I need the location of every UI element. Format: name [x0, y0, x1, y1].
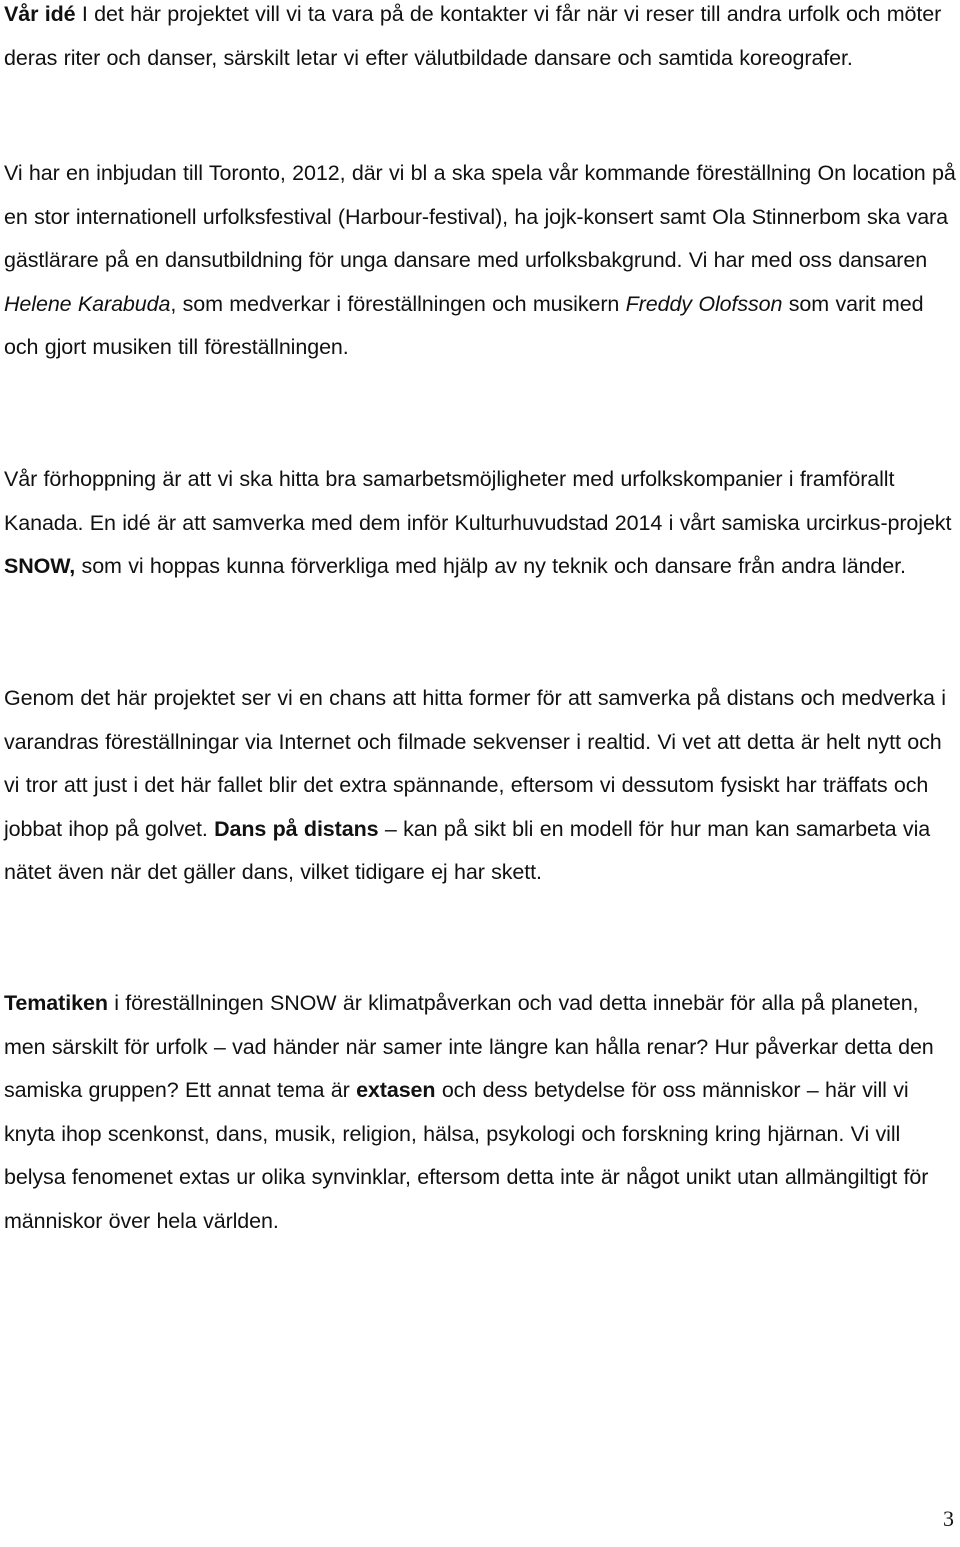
- paragraph-toronto: [4, 152, 956, 370]
- paragraph-text: Vi har en inbjudan till Toronto, 2012, där vi bl a ska spela vår kommande föreställning On location på en stor internationell urfolksfestival (Harbour-festival), ha jojk-konsert samt Ola Stinnerbom ska vara gästlärare på en dansutbildning för unga dansare med urfolksbakgrund. Vi har med oss dansaren: [4, 161, 956, 272]
- term-extasen: extasen: [356, 1078, 436, 1102]
- paragraph-distans: [4, 677, 956, 895]
- paragraph-text: – kan på sikt bli en modell för hur man kan samarbeta via nätet även när det gäller dans, vilket tidigare ej har skett.: [4, 816, 931, 884]
- paragraph-text: Genom det här projektet ser vi en chans att hitta former för att samverka på distans och medverka i varandras föreställningar via Internet och filmade sekvenser i realtid. Vi vet att detta är helt nytt och vi tror att just i det här fallet blir det extra spännande, eftersom vi dessutom fysiskt har träffats och jobbat ihop på golvet.: [4, 686, 946, 841]
- musician-name: Freddy Olofsson: [625, 291, 783, 316]
- heading-var-ide: Vår idé: [4, 2, 76, 26]
- paragraph-text: , som medverkar i föreställningen och musikern: [170, 291, 626, 316]
- dancer-name: Helene Karabuda: [4, 291, 171, 316]
- term-dans-pa-distans: Dans på distans: [214, 816, 379, 841]
- paragraph-text: och dess betydelse för oss människor – här vill vi knyta ihop scenkonst, dans, musik, religion, hälsa, psykologi och forskning kring hjärnan. Vi vill belysa fenomenet extas ur olika synvinklar, eftersom detta inte är något unikt utan allmängiltigt för människor över hela världen.: [4, 1078, 929, 1233]
- paragraph-text: I det här projektet vill vi ta vara på de kontakter vi får när vi reser till andra urfolk och möter deras riter och danser, särskilt letar vi efter välutbildade dansare och samtida koreografer.: [4, 2, 942, 70]
- paragraph-text: i föreställningen SNOW är klimatpåverkan och vad detta innebär för alla på planeten, men särskilt för urfolk – vad händer när samer inte längre kan hålla renar? Hur påverkar detta den samiska gruppen? Ett annat tema är: [4, 991, 934, 1102]
- term-tematiken: Tematiken: [4, 991, 108, 1015]
- paragraph-text: som vi hoppas kunna förverkliga med hjälp av ny teknik och dansare från andra länder.: [75, 554, 906, 578]
- paragraph-forhoppning: [4, 458, 956, 589]
- paragraph-var-ide: [4, 0, 956, 80]
- paragraph-text: Vår förhoppning är att vi ska hitta bra samarbetsmöjligheter med urfolkskompanier i framförallt Kanada. En idé är att samverka med dem inför Kulturhuvudstad 2014 i vårt samiska urcirkus-projekt: [4, 467, 952, 535]
- paragraph-tematiken: [4, 982, 956, 1243]
- project-name-snow: SNOW,: [4, 554, 76, 578]
- page-number: 3: [943, 1506, 954, 1531]
- paragraph-text: som varit med och gjort musiken till föreställningen.: [4, 291, 924, 359]
